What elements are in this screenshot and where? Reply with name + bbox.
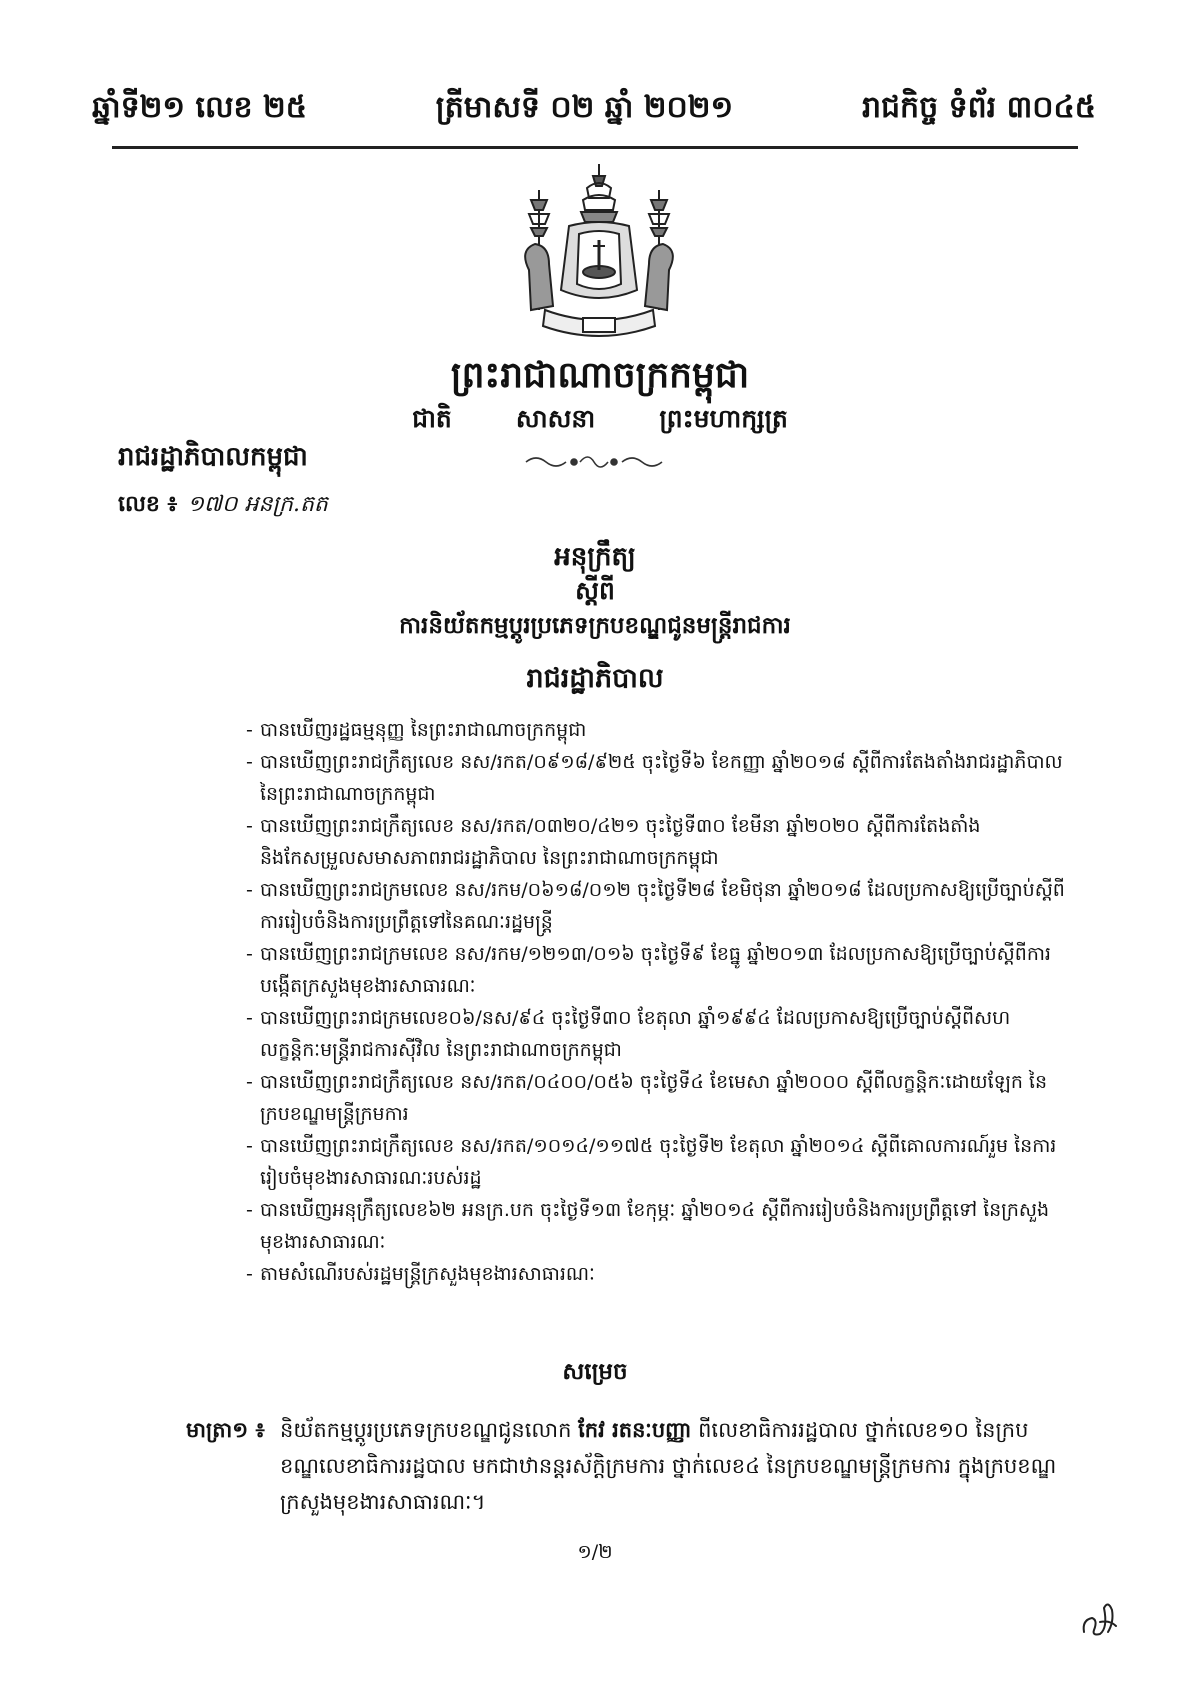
article-1-body xyxy=(280,1412,1066,1520)
consideration-item: - តាមសំណើរបស់រដ្ឋមន្ត្រីក្រសួងមុខងារសាធារណៈ xyxy=(246,1258,1066,1290)
consideration-item: - បានឃើញព្រះរាជក្រឹត្យលេខ នស/រកត/១០១៤/១១៧៥ ចុះថ្ងៃទី២ ខែតុលា ឆ្នាំ២០១៤ ស្តីពីគោលការណ៍រួម នៃការរៀបចំមុខងារសាធារណៈរបស់រដ្ឋ xyxy=(246,1130,1066,1194)
document-number-label: លេខ ៖ xyxy=(118,492,178,517)
header-year-issue: ឆ្នាំទី២១ លេខ ២៥ xyxy=(92,90,307,125)
page-number: ១/២ xyxy=(577,1541,613,1563)
motto-king: ព្រះមហាក្សត្រ xyxy=(659,404,788,433)
article-1-label: មាត្រា១ ៖ xyxy=(186,1418,265,1442)
article-1 xyxy=(186,1412,1066,1520)
header-gazette-page: រាជកិច្ច ទំព័រ ៣០៤៥ xyxy=(861,90,1096,125)
document-subject: ការនិយ័តកម្មប្តូរប្រភេទក្របខណ្ឌជូនមន្រ្តីរាជការ xyxy=(399,613,791,639)
issuing-authority: រាជរដ្ឋាភិបាល xyxy=(526,663,664,694)
issuer-name: រាជរដ្ឋាភិបាលកម្ពុជា xyxy=(118,442,308,472)
consideration-item: - បានឃើញព្រះរាជក្រឹត្យលេខ នស/រកត/០៤០០/០៥៦ ចុះថ្ងៃទី៤ ខែមេសា ឆ្នាំ២០០០ ស្តីពីលក្ខន្តិកៈដោយឡែក នៃក្របខណ្ឌមន្ត្រីក្រមការ xyxy=(246,1066,1066,1130)
header-date: ត្រីមាសទី ០២ ឆ្នាំ ២០២១ xyxy=(435,90,734,125)
considerations-list xyxy=(246,714,1066,1290)
royal-coat-of-arms-icon xyxy=(509,160,689,350)
consideration-item: - បានឃើញព្រះរាជក្រមលេខ នស/រកម/១២១៣/០១៦ ចុះថ្ងៃទី៩ ខែធ្នូ ឆ្នាំ២០១៣ ដែលប្រកាសឱ្យប្រើច្បាប់ស្តីពីការបង្កើតក្រសួងមុខងារសាធារណៈ xyxy=(246,938,1066,1002)
article-1-person-name: កែវ រតនៈបញ្ញា xyxy=(578,1418,692,1442)
consideration-item: - បានឃើញព្រះរាជក្រឹត្យលេខ នស/រកត/០៣២០/៤២១ ចុះថ្ងៃទី៣០ ខែមីនា ឆ្នាំ២០២០ ស្តីពីការតែងតាំង និងកែសម្រួលសមាសភាពរាជរដ្ឋាភិបាល នៃព្រះរាជាណាចក្រកម្ពុជា xyxy=(246,810,1066,874)
decides-heading: សម្រេច xyxy=(562,1359,628,1385)
kingdom-title: ព្រះរាជាណាចក្រកម្ពុជា xyxy=(450,355,750,396)
consideration-item: - បានឃើញព្រះរាជក្រមលេខ០៦/នស/៩៤ ចុះថ្ងៃទី៣០ ខែតុលា ឆ្នាំ១៩៩៤ ដែលប្រកាសឱ្យប្រើច្បាប់ស្តីពីសហលក្ខន្តិកៈមន្ត្រីរាជការស៊ីវិល នៃព្រះរាជាណាចក្រកម្ពុជា xyxy=(246,1002,1066,1066)
motto-religion: សាសនា xyxy=(515,404,596,433)
motto-nation: ជាតិ xyxy=(412,404,452,433)
document-type: អនុក្រឹត្យ xyxy=(554,542,636,572)
header-divider xyxy=(112,146,1078,149)
consideration-item: - បានឃើញអនុក្រឹត្យលេខ៦២ អនក្រ.បក ចុះថ្ងៃទី១៣ ខែកុម្ភៈ ឆ្នាំ២០១៤ ស្តីពីការរៀបចំនិងការប្រព្រឹត្តទៅ នៃក្រសួងមុខងារសាធារណៈ xyxy=(246,1194,1066,1258)
consideration-item: - បានឃើញព្រះរាជក្រឹត្យលេខ នស/រកត/០៩១៨/៩២៥ ចុះថ្ងៃទី៦ ខែកញ្ញា ឆ្នាំ២០១៨ ស្តីពីការតែងតាំងរាជរដ្ឋាភិបាល នៃព្រះរាជាណាចក្រកម្ពុជា xyxy=(246,746,1066,810)
gazette-header xyxy=(92,88,1096,132)
article-1-text-after: ពីលេខាធិការរដ្ឋបាល ថ្នាក់លេខ១០ នៃក្របខណ្ឌលេខាធិការរដ្ឋបាល មកជាឋានន្តរស័ក្តិក្រមការ ថ្នាក់លេខ៤ នៃក្របខណ្ឌមន្ត្រីក្រមការ ក្នុងក្របខណ្ឌក្រសួងមុខងារសាធារណៈ។ xyxy=(280,1418,1057,1514)
divider-ornament-icon xyxy=(522,450,666,472)
document-number-value: ១៧០ អនក្រ.តត xyxy=(187,492,328,517)
consideration-item: - បានឃើញព្រះរាជក្រមលេខ នស/រកម/០៦១៨/០១២ ចុះថ្ងៃទី២៨ ខែមិថុនា ឆ្នាំ២០១៨ ដែលប្រកាសឱ្យប្រើច្បាប់ស្តីពីការរៀបចំនិងការប្រព្រឹត្តទៅនៃគណៈរដ្ឋមន្ត្រី xyxy=(246,874,1066,938)
national-motto xyxy=(380,404,820,440)
document-about: ស្តីពី xyxy=(575,576,615,605)
document-number xyxy=(118,490,328,522)
article-1-text-before: និយ័តកម្មប្តូរប្រភេទក្របខណ្ឌជូនលោក xyxy=(280,1418,572,1442)
consideration-item: - បានឃើញរដ្ឋធម្មនុញ្ញ នៃព្រះរាជាណាចក្រកម្ពុជា xyxy=(246,714,1066,746)
handwritten-initials-icon xyxy=(1078,1592,1120,1642)
